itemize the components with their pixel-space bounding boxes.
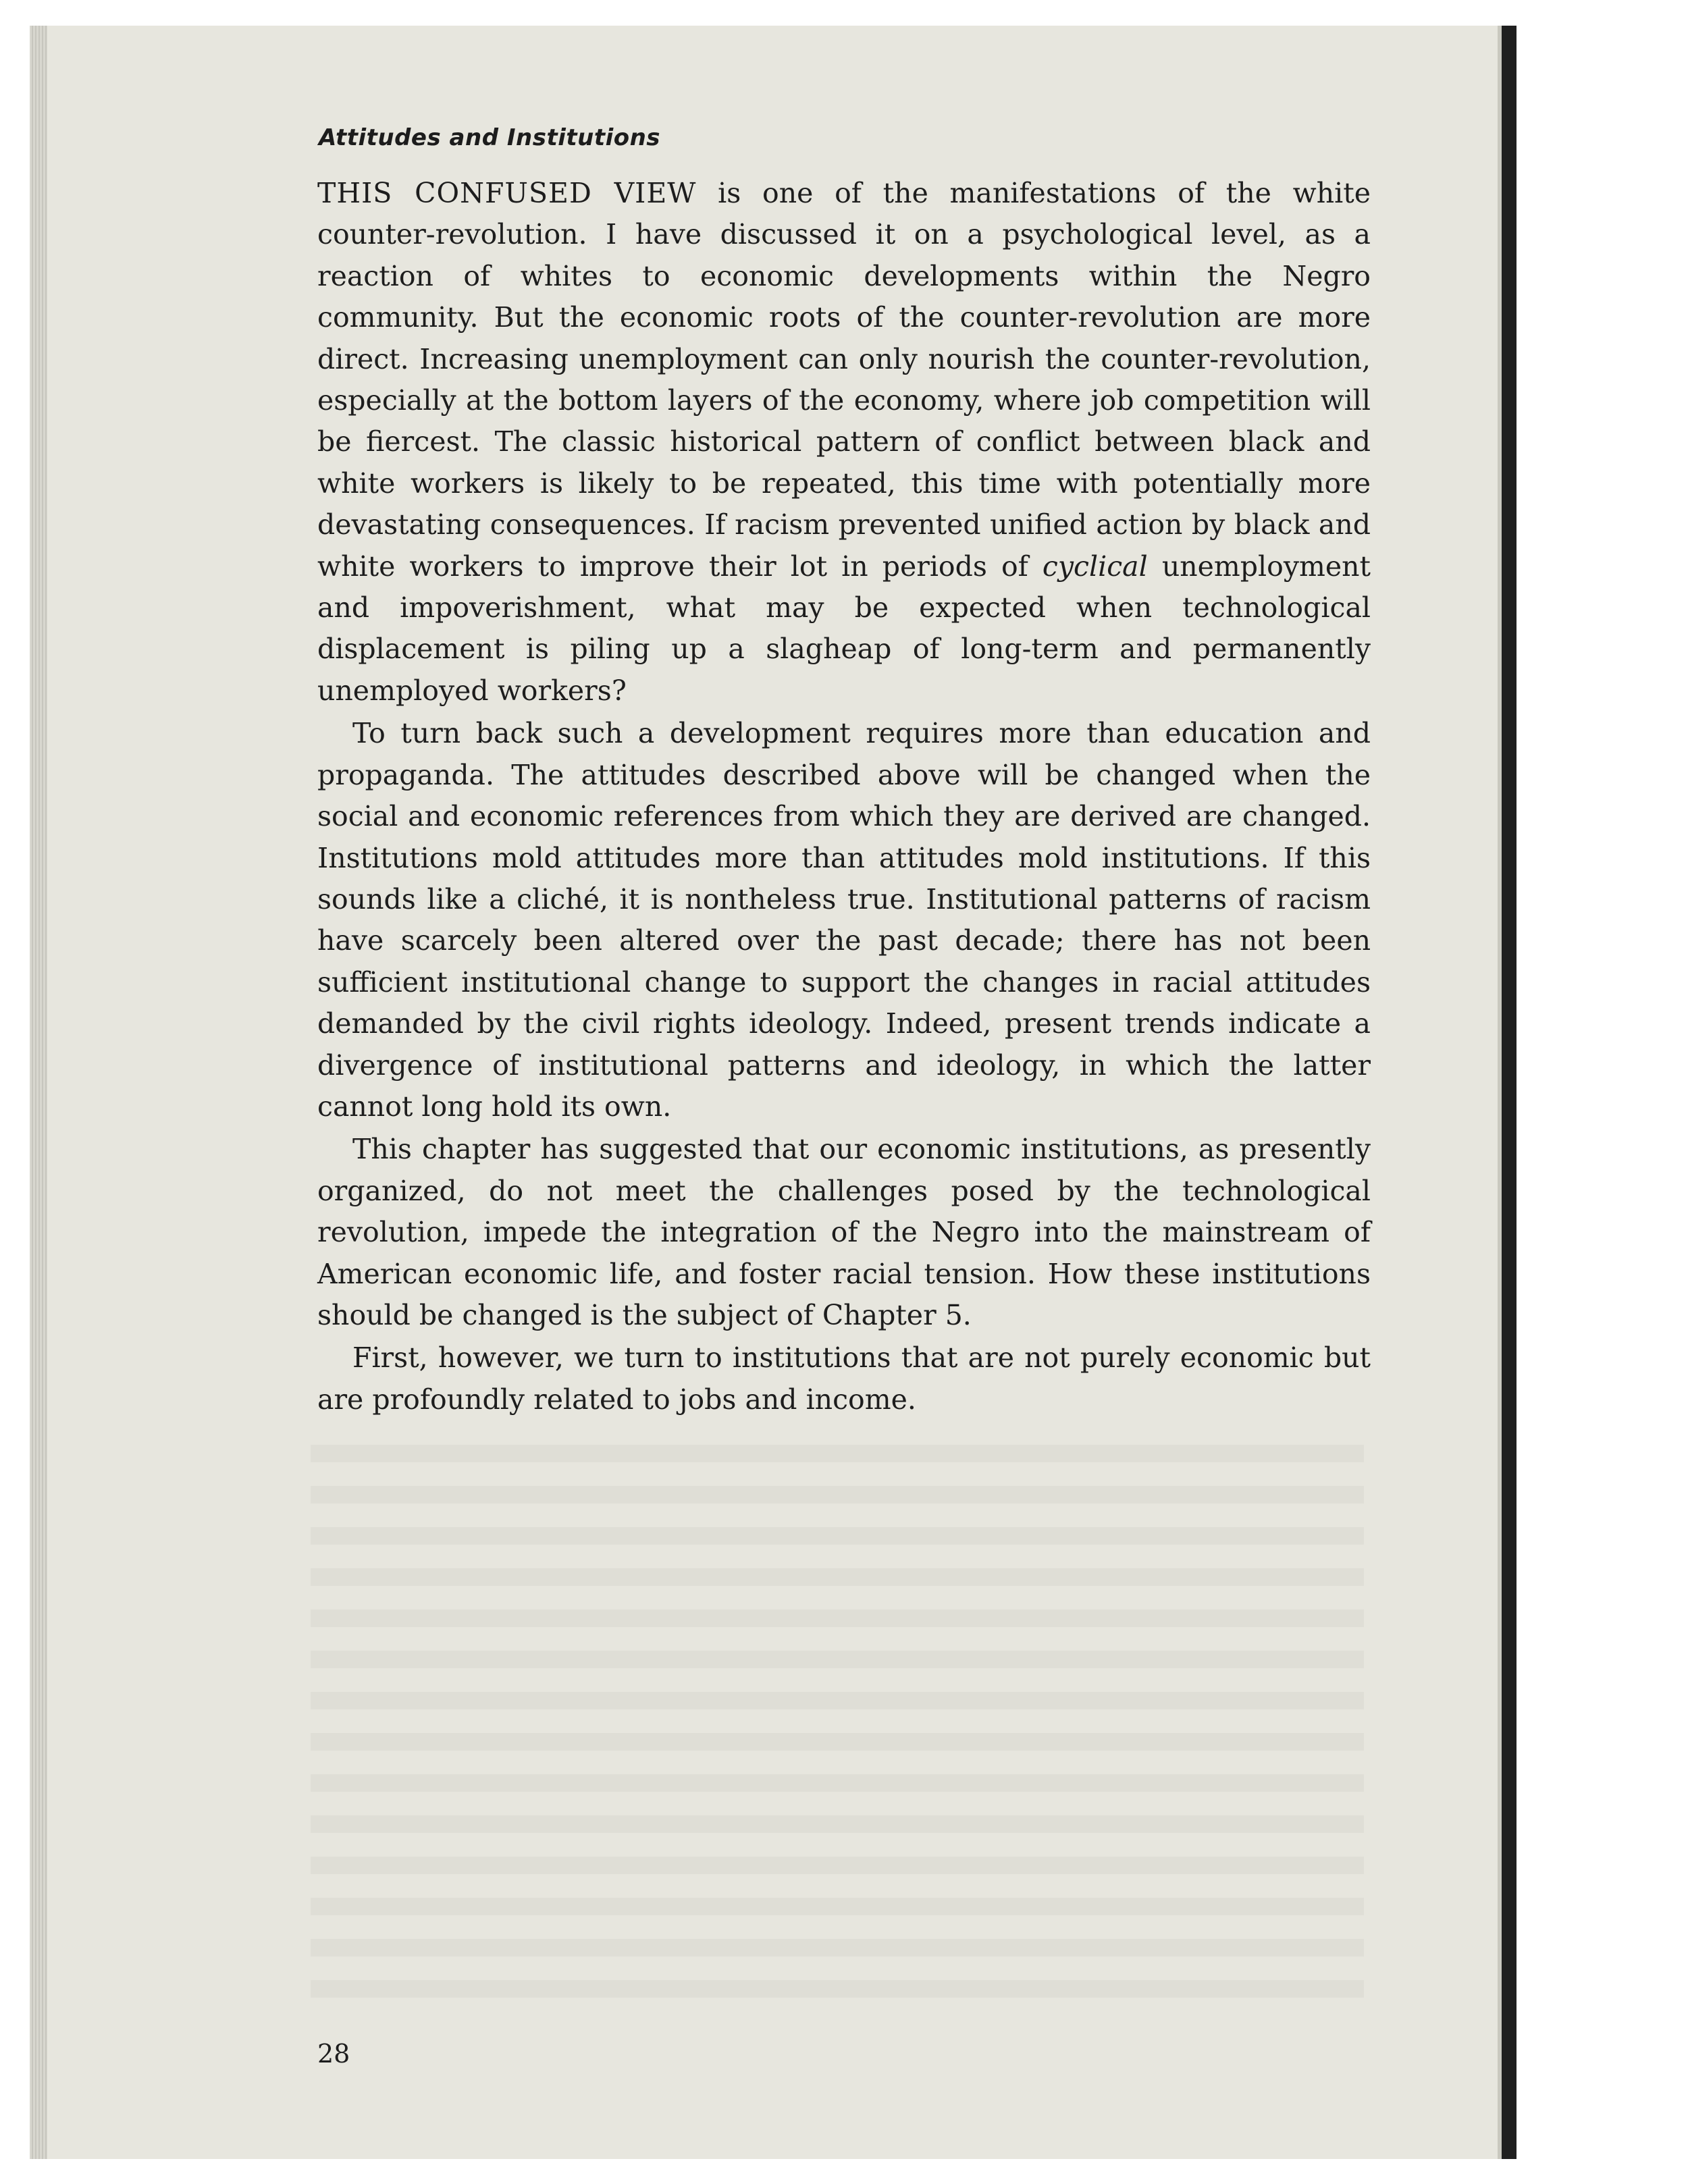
bleed-through-texture bbox=[311, 1445, 1364, 1998]
book-spine-edge bbox=[1502, 26, 1516, 2159]
paragraph-1-italic: cyclical bbox=[1042, 550, 1148, 583]
paragraph-lead: THIS CONFUSED VIEW bbox=[317, 177, 697, 209]
paragraph-3: This chapter has suggested that our economic institutions, as presently organized, do not meet the challenges posed by the technological revolution, impede the integration of the Negro into the mainstream of American economic life, and foster racial tension. How these institutions should be changed is the subject of Chapter 5. bbox=[317, 1133, 1371, 1331]
paragraph-4: First, however, we turn to institutions that are not purely economic but are profoundly related to jobs and income. bbox=[317, 1341, 1371, 1416]
running-head: Attitudes and Institutions bbox=[319, 124, 661, 151]
paragraph-2: To turn back such a development requires more than education and propaganda. The attitudes described above will be changed when the social and economic references from which they are derived are changed. Institutions mold attitudes more than attitudes mold institutions. If this sounds like a cliché, it is nontheless true. Institutional patterns of racism have scarcely been altered over the past decade; there has not been sufficient institutional change to support the changes in racial attitudes demanded by the civil rights ideology. Indeed, present trends indicate a divergence of institutional patterns and ideology, in which the latter cannot long hold its own. bbox=[317, 717, 1371, 1123]
paragraph-1-text-end: unemployment and impoverishment, what may be expected when technological displacement is piling up a slagheap of long-term and permanently unemployed workers? bbox=[317, 550, 1371, 707]
paragraph-1-text: is one of the manifestations of the white counter-revolution. I have discussed it on a psychological level, as a reaction of whites to economic developments within the Negro community. But the economic roots of the counter-revolution are more direct. Increasing unemployment can only nourish the counter-revolution, especially at the bottom layers of the economy, where job competition will be fiercest. The classic historical pattern of conflict between black and white workers is likely to be repeated, this time with potentially more devastating consequences. If racism prevented unified action by black and white workers to improve their lot in periods of bbox=[317, 177, 1371, 583]
page-number: 28 bbox=[317, 2039, 350, 2069]
page-edges bbox=[30, 26, 47, 2159]
paragraph-1 bbox=[317, 173, 1371, 712]
body-text bbox=[317, 173, 1371, 1422]
